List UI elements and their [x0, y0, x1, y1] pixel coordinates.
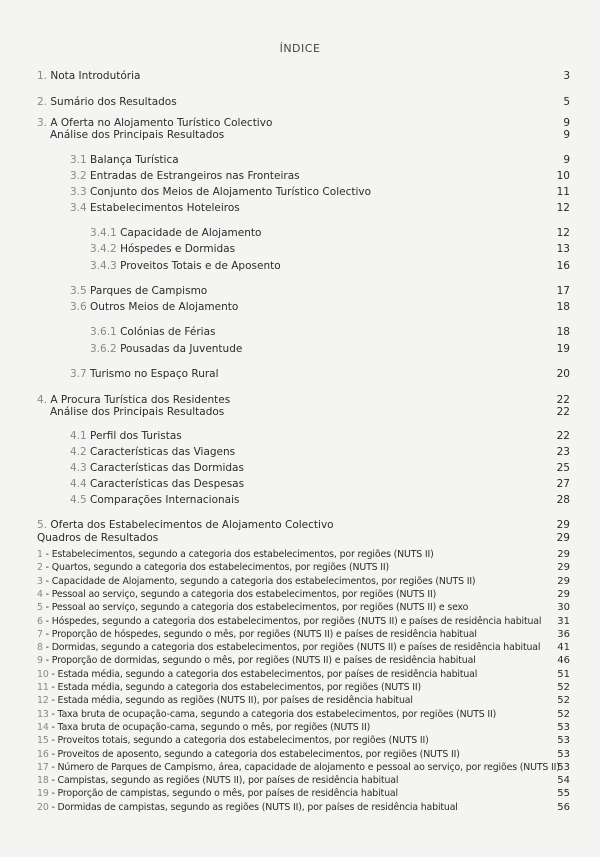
table-number: 4	[37, 588, 43, 600]
section-number: 4.	[37, 394, 48, 406]
page-number: 3	[563, 70, 570, 82]
section-title: Parques de Campismo	[90, 285, 208, 297]
section-number: 1.	[37, 70, 48, 82]
section-number: 4.5	[70, 494, 87, 506]
table-list-label: 13 - Taxa bruta de ocupação-cama, segundo a categoria dos estabelecimentos, por regiões (NUTS II)	[37, 708, 497, 720]
table-list-label: 3 - Capacidade de Alojamento, segundo a categoria dos estabelecimentos, por regiões (NUTS II)	[37, 575, 476, 587]
table-list-item[interactable]	[0, 774, 600, 788]
table-list-label: 8 - Dormidas, segundo a categoria dos estabelecimentos, por regiões (NUTS II) e países de residência habitual	[37, 642, 541, 654]
toc-item[interactable]	[0, 201, 600, 215]
section-title: Características das Dormidas	[90, 462, 244, 474]
table-list-item[interactable]	[0, 588, 600, 602]
toc-item[interactable]	[0, 69, 600, 83]
section-number: 3.3	[70, 186, 87, 198]
section-number: 3.4.3	[90, 260, 117, 272]
table-list-item[interactable]	[0, 641, 600, 655]
page-number: 5	[563, 96, 570, 108]
section-title: Conjunto dos Meios de Alojamento Turístico Colectivo	[90, 186, 372, 198]
table-list-item[interactable]	[0, 801, 600, 815]
table-list-label: 19 - Proporção de campistas, segundo o mês, por países de residência habitual	[37, 788, 398, 800]
table-number: 2	[37, 562, 43, 574]
toc-item-label	[90, 242, 235, 256]
table-title: Dormidas de campistas, segundo as regiões (NUTS II), por países de residência habitual	[57, 801, 458, 813]
page-number: 10	[556, 170, 570, 182]
table-list-item[interactable]	[0, 654, 600, 668]
page-number: 53	[557, 721, 570, 733]
page-number: 51	[557, 668, 570, 680]
page-number: 46	[557, 655, 570, 667]
page-number: 13	[556, 243, 570, 255]
table-number: 17	[37, 761, 49, 773]
section-title: Colónias de Férias	[120, 326, 216, 338]
section-number: 3.6.2	[90, 343, 117, 355]
page-number: 22	[556, 406, 570, 418]
table-number: 19	[37, 788, 49, 800]
toc-item-label	[37, 518, 334, 532]
section-number: 3.7	[70, 368, 87, 380]
section-number: 4.1	[70, 430, 87, 442]
toc-item-label	[70, 429, 182, 443]
page-number: 52	[557, 682, 570, 693]
page-number: 36	[557, 628, 570, 640]
page-number: 53	[557, 761, 570, 773]
table-list-item[interactable]	[0, 548, 600, 562]
table-list-item[interactable]	[0, 668, 600, 682]
table-title: Pessoal ao serviço, segundo a categoria dos estabelecimentos, por regiões (NUTS II)	[51, 588, 437, 600]
page-number: 18	[556, 326, 570, 338]
section-title: Capacidade de Alojamento	[120, 227, 262, 239]
section-title: Comparações Internacionais	[90, 494, 240, 506]
table-list-label: 9 - Proporção de dormidas, segundo o mês, por regiões (NUTS II) e países de residência habitual	[37, 655, 476, 667]
toc-item-label	[70, 201, 240, 215]
page-number: 12	[556, 227, 570, 239]
section-number: 3.2	[70, 170, 87, 182]
toc-item-label	[90, 325, 216, 339]
toc-item[interactable]	[0, 185, 600, 199]
table-list-label: 20 - Dormidas de campistas, segundo as regiões (NUTS II), por países de residência habitual	[37, 801, 458, 813]
table-list-item[interactable]	[0, 681, 600, 695]
page-number: 25	[556, 462, 570, 474]
toc-item-label	[70, 169, 300, 183]
toc-item-label	[50, 128, 224, 142]
table-number: 7	[37, 628, 43, 640]
table-title: Estada média, segundo a categoria dos estabelecimentos, por regiões (NUTS II)	[57, 682, 421, 693]
table-list-item[interactable]	[0, 787, 600, 801]
table-list-label: 11 - Estada média, segundo a categoria dos estabelecimentos, por regiões (NUTS II)	[37, 682, 421, 693]
table-list-item[interactable]	[0, 694, 600, 708]
section-title: Entradas de Estrangeiros nas Fronteiras	[90, 170, 300, 182]
table-title: Campistas, segundo as regiões (NUTS II), por países de residência habitual	[57, 775, 399, 787]
page-number: 9	[563, 154, 570, 166]
toc-item-label	[70, 477, 244, 491]
table-title: Pessoal ao serviço, segundo a categoria dos estabelecimentos, por regiões (NUTS II) e sexo	[51, 602, 469, 614]
table-list-label: 14 - Taxa bruta de ocupação-cama, segundo o mês, por regiões (NUTS II)	[37, 721, 371, 733]
table-number: 12	[37, 695, 49, 707]
table-list-label: 6 - Hóspedes, segundo a categoria dos estabelecimentos, por regiões (NUTS II) e países de residência habitual	[37, 615, 542, 627]
table-title: Número de Parques de Campismo, área, capacidade de alojamento e pessoal ao serviço, por regiões (NUTS II)	[57, 761, 560, 773]
table-number: 5	[37, 602, 43, 614]
page-number: 41	[557, 642, 570, 654]
table-list-item[interactable]	[0, 628, 600, 642]
section-title: Características das Viagens	[90, 446, 236, 458]
table-title: Taxa bruta de ocupação-cama, segundo a categoria dos estabelecimentos, por regiões (NUTS II)	[57, 708, 497, 720]
table-list-label: 12 - Estada média, segundo as regiões (NUTS II), por países de residência habitual	[37, 695, 413, 707]
toc-item[interactable]	[0, 153, 600, 167]
toc-item[interactable]	[0, 128, 600, 142]
section-number: 4.2	[70, 446, 87, 458]
toc-item-label	[70, 445, 235, 459]
table-list-item[interactable]	[0, 734, 600, 748]
table-list-label: 1 - Estabelecimentos, segundo a categoria dos estabelecimentos, por regiões (NUTS II)	[37, 549, 434, 560]
toc-item[interactable]	[0, 518, 600, 532]
section-number: 3.6	[70, 301, 87, 313]
toc-item-label	[37, 95, 177, 109]
toc-item-label	[70, 493, 240, 507]
page-number: 27	[556, 478, 570, 490]
table-list-label: 15 - Proveitos totais, segundo a categoria dos estabelecimentos, por regiões (NUTS II)	[37, 735, 429, 747]
page-number: 11	[556, 186, 570, 198]
table-title: Dormidas, segundo a categoria dos estabelecimentos, por regiões (NUTS II) e países de residência habitual	[51, 642, 541, 654]
page-number: 31	[557, 615, 570, 627]
table-number: 13	[37, 708, 49, 720]
toc-item[interactable]	[0, 531, 600, 545]
table-title: Capacidade de Alojamento, segundo a categoria dos estabelecimentos, por regiões (NUTS II)	[51, 575, 476, 587]
table-list-label: 16 - Proveitos de aposento, segundo a categoria dos estabelecimentos, por regiões (NUTS II)	[37, 748, 460, 760]
section-title: Perfil dos Turistas	[90, 430, 182, 442]
toc-item-label	[70, 284, 207, 298]
section-title: Nota Introdutória	[50, 70, 141, 82]
table-list-label: 7 - Proporção de hóspedes, segundo o mês, por regiões (NUTS II) e países de residência habitual	[37, 628, 477, 640]
toc-item-label	[50, 405, 224, 419]
section-number: 2.	[37, 96, 48, 108]
page-number: 12	[556, 202, 570, 214]
table-number: 9	[37, 655, 43, 667]
table-number: 6	[37, 615, 43, 627]
page-number: 28	[556, 494, 570, 506]
table-list-item[interactable]	[0, 561, 600, 575]
toc-item[interactable]	[0, 169, 600, 183]
table-list-item[interactable]	[0, 721, 600, 735]
toc-item-label	[90, 342, 242, 356]
table-number: 3	[37, 575, 43, 587]
page-number: 54	[557, 775, 570, 787]
table-title: Proporção de dormidas, segundo o mês, por regiões (NUTS II) e países de residência habitual	[51, 655, 476, 667]
section-title: Proveitos Totais e de Aposento	[120, 260, 281, 272]
table-title: Taxa bruta de ocupação-cama, segundo o mês, por regiões (NUTS II)	[57, 721, 371, 733]
section-title: Hóspedes e Dormidas	[120, 243, 236, 255]
table-list-label: 2 - Quartos, segundo a categoria dos estabelecimentos, por regiões (NUTS II)	[37, 562, 390, 574]
table-list-item[interactable]	[0, 708, 600, 722]
page-number: 18	[556, 301, 570, 313]
table-number: 20	[37, 801, 49, 813]
toc-item[interactable]	[0, 284, 600, 298]
table-number: 8	[37, 642, 43, 654]
section-number: 3.4.1	[90, 227, 117, 239]
toc-item[interactable]	[0, 226, 600, 240]
table-number: 16	[37, 748, 49, 760]
section-title: Turismo no Espaço Rural	[90, 368, 219, 380]
table-number: 15	[37, 735, 49, 747]
table-number: 1	[37, 549, 43, 560]
section-title: Estabelecimentos Hoteleiros	[90, 202, 240, 214]
table-title: Hóspedes, segundo a categoria dos estabelecimentos, por regiões (NUTS II) e países de residência habitual	[51, 615, 542, 627]
section-title: A Procura Turística dos Residentes	[50, 394, 231, 406]
section-title: Características das Despesas	[90, 478, 245, 490]
toc-item-label	[90, 226, 261, 240]
toc-item-label	[37, 531, 158, 545]
table-title: Quartos, segundo a categoria dos estabelecimentos, por regiões (NUTS II)	[51, 562, 390, 574]
toc-item-label	[70, 461, 244, 475]
section-number: 3.6.1	[90, 326, 117, 338]
section-number: 3.1	[70, 154, 87, 166]
toc-item[interactable]	[0, 95, 600, 109]
page-number: 52	[557, 708, 570, 720]
section-title: Sumário dos Resultados	[50, 96, 177, 108]
table-number: 11	[37, 682, 49, 693]
page-number: 23	[556, 446, 570, 458]
table-title: Proveitos totais, segundo a categoria dos estabelecimentos, por regiões (NUTS II)	[57, 735, 429, 747]
page-number: 29	[557, 575, 570, 587]
table-list-item[interactable]	[0, 601, 600, 615]
toc-item[interactable]	[0, 367, 600, 381]
table-title: Proporção de hóspedes, segundo o mês, por regiões (NUTS II) e países de residência habitual	[51, 628, 477, 640]
page-number: 29	[556, 532, 570, 544]
page-number: 55	[557, 788, 570, 800]
table-list-item[interactable]	[0, 615, 600, 629]
section-number: 3.5	[70, 285, 87, 297]
toc-item-label	[70, 153, 179, 167]
page-number: 29	[557, 549, 570, 560]
toc-item[interactable]	[0, 300, 600, 314]
page-number: 9	[563, 129, 570, 141]
page-number: 19	[556, 343, 570, 355]
toc-item[interactable]	[0, 242, 600, 256]
table-list-label: 18 - Campistas, segundo as regiões (NUTS II), por países de residência habitual	[37, 775, 399, 787]
section-title: Análise dos Principais Resultados	[50, 129, 225, 141]
table-title: Proveitos de aposento, segundo a categoria dos estabelecimentos, por regiões (NUTS II)	[57, 748, 460, 760]
page-number: 20	[556, 368, 570, 380]
table-title: Estada média, segundo as regiões (NUTS II), por países de residência habitual	[57, 695, 413, 707]
section-number: 3.	[37, 117, 48, 129]
toc-item[interactable]	[0, 461, 600, 475]
table-list-item[interactable]	[0, 748, 600, 762]
page-number: 29	[556, 519, 570, 531]
page-number: 22	[556, 394, 570, 406]
table-list-label: 17 - Número de Parques de Campismo, área, capacidade de alojamento e pessoal ao serviço, por regiões (NUTS II)	[37, 761, 560, 773]
toc-item[interactable]	[0, 477, 600, 491]
section-number: 4.4	[70, 478, 87, 490]
toc-item[interactable]	[0, 405, 600, 419]
toc-item[interactable]	[0, 342, 600, 356]
page-number: 22	[556, 430, 570, 442]
section-title: Oferta dos Estabelecimentos de Alojamento Colectivo	[50, 519, 334, 531]
section-title: Balança Turística	[90, 154, 179, 166]
table-list-item[interactable]	[0, 575, 600, 589]
section-title: Pousadas da Juventude	[120, 343, 243, 355]
page-number: 29	[557, 562, 570, 574]
section-title: Quadros de Resultados	[37, 532, 159, 544]
page-number: 29	[557, 588, 570, 600]
toc-item[interactable]	[0, 429, 600, 443]
toc-item[interactable]	[0, 325, 600, 339]
table-title: Estabelecimentos, segundo a categoria dos estabelecimentos, por regiões (NUTS II)	[51, 549, 434, 560]
table-number: 14	[37, 721, 49, 733]
table-list-label: 5 - Pessoal ao serviço, segundo a categoria dos estabelecimentos, por regiões (NUTS II) e sexo	[37, 602, 469, 614]
table-title: Estada média, segundo a categoria dos estabelecimentos, por países de residência habitual	[57, 668, 478, 680]
page-number: 53	[557, 735, 570, 747]
section-number: 4.3	[70, 462, 87, 474]
table-number: 18	[37, 775, 49, 787]
page-number: 52	[557, 695, 570, 707]
table-number: 10	[37, 668, 49, 680]
page-title: ÍNDICE	[279, 42, 321, 55]
toc-item-label	[70, 300, 238, 314]
table-title: Proporção de campistas, segundo o mês, por países de residência habitual	[57, 788, 398, 800]
table-list-label: 10 - Estada média, segundo a categoria dos estabelecimentos, por países de residência habitual	[37, 668, 478, 680]
page-number: 17	[556, 285, 570, 297]
page-number: 53	[557, 748, 570, 760]
section-number: 3.4.2	[90, 243, 117, 255]
section-title: Outros Meios de Alojamento	[90, 301, 239, 313]
section-title: Análise dos Principais Resultados	[50, 406, 225, 418]
toc-item-label	[70, 185, 371, 199]
page-number: 16	[556, 260, 570, 272]
toc-item-label	[70, 367, 219, 381]
table-list-item[interactable]	[0, 761, 600, 775]
page-number: 56	[557, 801, 570, 813]
toc-item-label	[37, 69, 140, 83]
toc-item[interactable]	[0, 493, 600, 507]
page-number: 9	[563, 117, 570, 129]
section-number: 5.	[37, 519, 48, 531]
page-number: 30	[557, 602, 570, 614]
section-number: 3.4	[70, 202, 87, 214]
toc-item[interactable]	[0, 445, 600, 459]
toc-item[interactable]	[0, 259, 600, 273]
table-list-label: 4 - Pessoal ao serviço, segundo a categoria dos estabelecimentos, por regiões (NUTS II)	[37, 588, 437, 600]
section-title: A Oferta no Alojamento Turístico Colectivo	[50, 117, 273, 129]
toc-item-label	[90, 259, 281, 273]
